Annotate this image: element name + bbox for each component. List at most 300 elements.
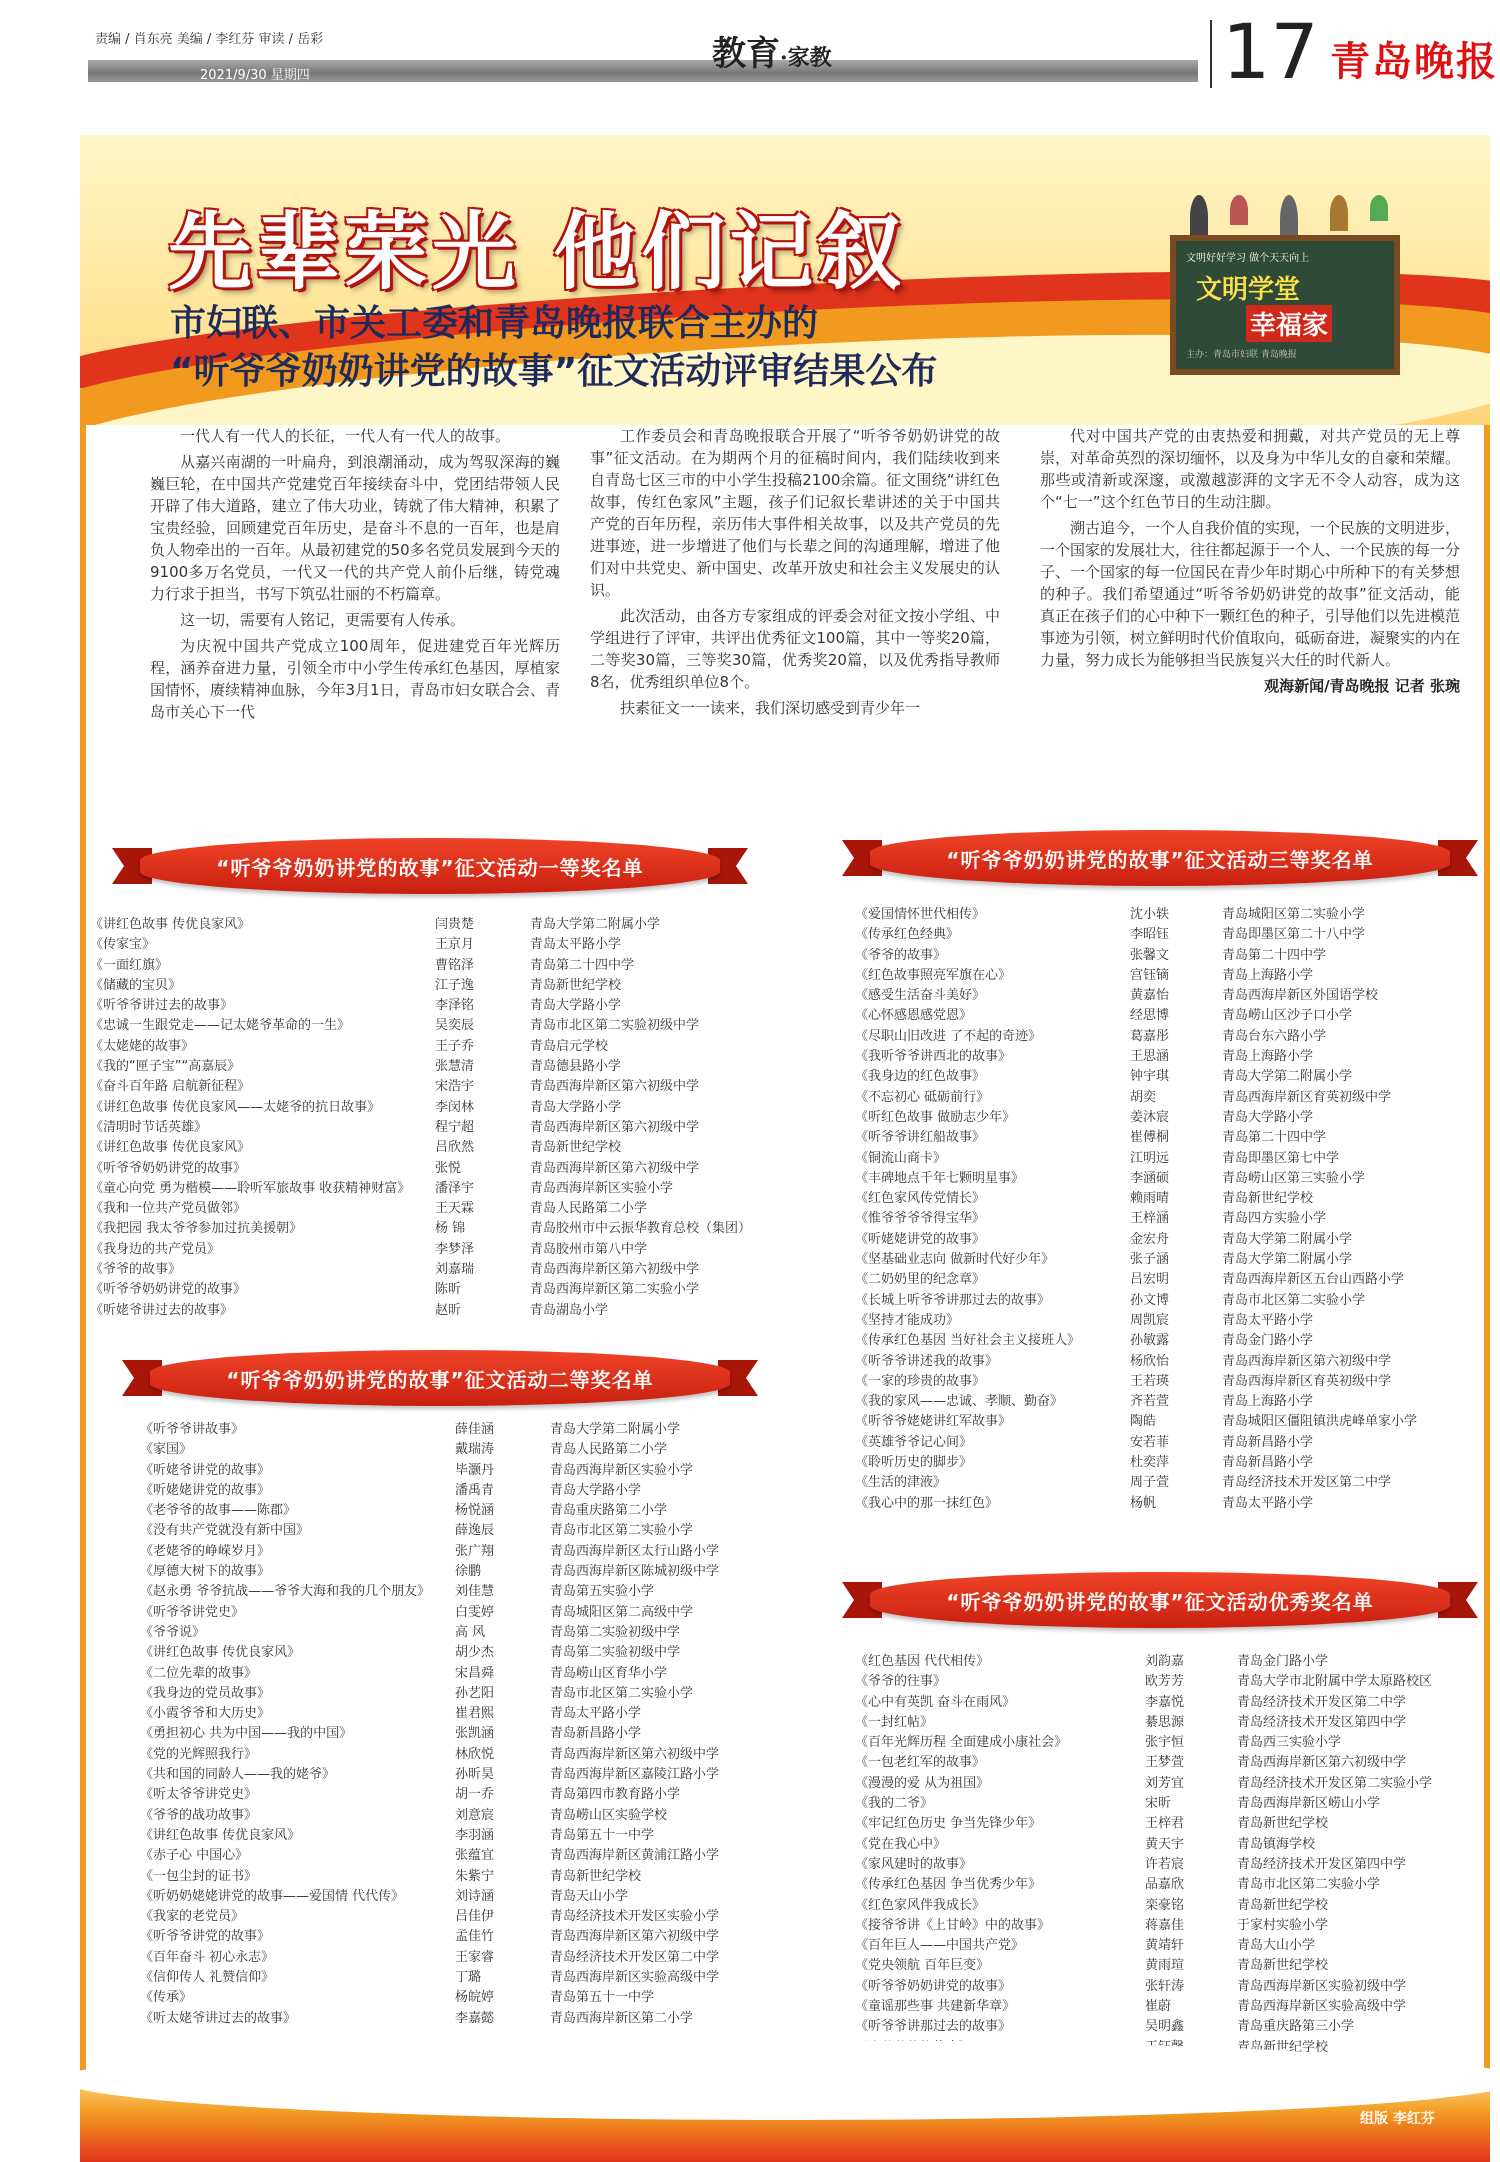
entry-title: 《讲红色故事 传优良家风》 (90, 917, 251, 932)
entry-title: 《惟爷爷爷爷得宝华》 (855, 1211, 986, 1227)
entry-title: 《讲红色故事 传优良家风——太姥爷的抗日故事》 (90, 1099, 381, 1115)
school-name: 青岛崂山区第三实验小学 (1222, 1170, 1366, 1186)
student-name: 白雯婷 (455, 1604, 495, 1620)
entry-title: 《太姥姥的故事》 (90, 1038, 195, 1054)
school-name: 青岛西海岸新区第六初级中学 (530, 1079, 700, 1095)
table-row (855, 1753, 1500, 1773)
school-name: 青岛四方实验小学 (1222, 1211, 1327, 1227)
student-name: 沈小轶 (1130, 907, 1170, 922)
table-row (855, 1027, 1492, 1047)
entry-title: 《讲红色故事 传优良家风》 (140, 1645, 301, 1661)
entry-title: 《红色基因 代代相传》 (855, 1654, 990, 1669)
table-row (140, 1562, 830, 1582)
entry-title: 《储藏的宝贝》 (90, 977, 182, 993)
second-prize-list (140, 1420, 830, 2029)
entry-title: 《赵永勇 爷爷抗战——爷爷大海和我的几个朋友》 (140, 1584, 431, 1600)
student-name: 李昭钰 (1130, 927, 1170, 943)
student-name: 宋昕 (1145, 1796, 1172, 1812)
table-row (855, 1473, 1492, 1493)
entry-title: 《我的二爷》 (855, 1796, 934, 1812)
article-paragraph: 溯古追今，一个人自我价值的实现，一个民族的文明进步，一个国家的发展壮大，往往都起源于一个人、一个民族的每一分子、一个国家的每一位国民在青少年时期心中所种下的有关梦想的种子。我们希望通过“听爷爷奶奶讲党的故事”征文活动，能真正在孩子们的心中种下一颗红色的种子，引导他们以先进模范事迹为引领，树立鲜明时代价值取向，砥砺奋进，凝聚实的内在力量，努力成长为能够担当民族复兴大任的时代新人。 (1040, 519, 1461, 669)
entry-title: 《二奶奶里的纪念章》 (855, 1272, 986, 1288)
school-name: 青岛经济技术开发区第二中学 (550, 1949, 720, 1965)
student-name: 王思涵 (1130, 1049, 1170, 1065)
table-row (855, 905, 1492, 925)
student-name: 宫钰镝 (1130, 967, 1170, 983)
student-name: 黄嘉怡 (1130, 988, 1170, 1004)
entry-title: 《爷爷的故事》 (855, 947, 947, 963)
table-row (140, 1684, 830, 1704)
table-row (140, 1420, 830, 1440)
entry-title: 《我心中的那一抹红色》 (855, 1495, 999, 1511)
student-name: 张轩涛 (1145, 1978, 1185, 1994)
footer-wave (60, 2040, 1500, 2120)
table-row (855, 1652, 1500, 1672)
school-name: 青岛西海岸新区实验小学 (530, 1180, 674, 1196)
school-name: 青岛西三实验小学 (1237, 1735, 1342, 1751)
table-row (140, 1826, 830, 1846)
entry-title: 《心怀感恩感党恩》 (855, 1008, 973, 1024)
student-name: 杜奕萍 (1130, 1455, 1170, 1471)
school-name: 青岛大学第二附属小学 (550, 1422, 681, 1437)
school-name: 青岛台东六路小学 (1222, 1028, 1327, 1044)
column-logo-board (1170, 195, 1400, 375)
first-prize-list (90, 915, 830, 1321)
third-prize-title: “听爷爷奶奶讲党的故事”征文活动三等奖名单 (946, 848, 1374, 872)
entry-title: 《我家的老党员》 (140, 1909, 245, 1925)
left-border-strip (80, 425, 86, 2080)
school-name: 青岛西海岸新区实验小学 (550, 1462, 694, 1478)
student-name: 高 风 (455, 1624, 486, 1640)
board-title-1: 文明学堂 (1196, 275, 1301, 305)
student-name: 胡一乔 (455, 1787, 495, 1803)
school-name: 青岛西海岸新区实验高级中学 (1237, 1999, 1407, 2015)
entry-title: 《老爷爷的故事——陈郡》 (140, 1503, 297, 1519)
table-row (855, 1331, 1492, 1351)
table-row (855, 1936, 1500, 1956)
table-row (140, 1806, 830, 1826)
school-name: 青岛天山小学 (550, 1888, 629, 1904)
entry-title: 《讲红色故事 传优良家风》 (140, 1827, 301, 1843)
entry-title: 《厚德大树下的故事》 (140, 1564, 271, 1580)
school-name: 青岛经济技术开发区第二中学 (1237, 1694, 1407, 1710)
table-row (140, 1887, 830, 1907)
student-name: 黄天宇 (1145, 1836, 1185, 1852)
table-row (140, 1988, 830, 2008)
student-name: 薛佳涵 (455, 1422, 495, 1437)
student-name: 闫贵楚 (435, 917, 475, 932)
table-row (90, 976, 830, 996)
school-name: 青岛城阳区第二高级中学 (550, 1604, 694, 1620)
student-name: 孟佳竹 (455, 1929, 495, 1945)
table-row (140, 1968, 830, 1988)
entry-title: 《听爷爷讲党史》 (140, 1604, 245, 1620)
table-row (855, 1733, 1500, 1753)
student-name: 丁璐 (455, 1970, 482, 1986)
article-paragraph: 一代人有一代人的长征，一代人有一代人的故事。 (180, 427, 511, 445)
table-row (140, 1724, 830, 1744)
table-row (90, 1098, 830, 1118)
student-name: 崔傅桐 (1130, 1130, 1170, 1146)
table-row (855, 1916, 1500, 1936)
student-name: 綦思源 (1145, 1714, 1185, 1730)
subtitle-line1: 市妇联、市关工委和青岛晚报联合主办的 (170, 303, 819, 344)
table-row (140, 1867, 830, 1887)
entry-title: 《传承》 (140, 1990, 193, 2006)
entry-title: 《我的家风——忠诚、孝顺、勤奋》 (855, 1394, 1064, 1410)
student-name: 毕灏丹 (455, 1462, 495, 1478)
student-name: 戴瑞涛 (455, 1442, 495, 1458)
school-name: 青岛崂山区实验学校 (550, 1807, 668, 1823)
table-row (140, 1643, 830, 1663)
table-row (140, 1521, 830, 1541)
school-name: 青岛新昌路小学 (550, 1726, 642, 1742)
school-name: 青岛太平路小学 (530, 937, 622, 953)
table-row (855, 1794, 1500, 1814)
section-main: 教育 (712, 34, 780, 74)
table-row (855, 1270, 1492, 1290)
table-row (855, 1997, 1500, 2017)
entry-title: 《没有共产党就没有新中国》 (140, 1523, 310, 1539)
table-row (855, 1412, 1492, 1432)
school-name: 青岛经济技术开发区第四中学 (1237, 1856, 1407, 1872)
table-row (90, 1118, 830, 1138)
entry-title: 《听爷爷讲述我的故事》 (855, 1353, 999, 1369)
article-paragraph: 为庆祝中国共产党成立100周年，促进建党百年光辉历程，涵养奋进力量，引领全市中小学生传承红色基因，厚植家国情怀，赓续精神血脉，今年3月1日，青岛市妇女联合会、青岛市关心下一代 (150, 637, 560, 721)
student-name: 程宁超 (435, 1119, 475, 1135)
table-row (855, 1250, 1492, 1270)
school-name: 青岛经济技术开发区第二中学 (1222, 1475, 1392, 1491)
school-name: 青岛城阳区僵阻镇洪虎峰单家小学 (1222, 1414, 1418, 1430)
school-name: 青岛西海岸新区第六初级中学 (530, 1160, 700, 1176)
school-name: 青岛新昌路小学 (1222, 1434, 1314, 1450)
table-row (855, 1189, 1492, 1209)
student-name: 李闵林 (435, 1099, 475, 1115)
entry-title: 《听姥爷讲党的故事》 (140, 1462, 271, 1478)
student-name: 张馨文 (1130, 947, 1170, 963)
school-name: 青岛上海路小学 (1222, 1049, 1314, 1065)
table-row (90, 996, 830, 1016)
school-name: 青岛第五实验小学 (550, 1584, 655, 1600)
entry-title: 《我身边的党员故事》 (140, 1685, 271, 1701)
student-name: 张凯涵 (455, 1726, 495, 1742)
table-row (90, 1280, 830, 1300)
main-title: 先辈荣光 他们记叙 (168, 202, 906, 301)
board-organizer: 主办：青岛市妇联 青岛晚报 (1186, 350, 1297, 360)
table-row (140, 2009, 830, 2029)
student-name: 刘芳宜 (1145, 1775, 1185, 1791)
school-name: 青岛第五十一中学 (550, 1827, 655, 1843)
school-name: 青岛新世纪学校 (1237, 1958, 1329, 1974)
entry-title: 《牢记红色历史 争当先锋少年》 (855, 1816, 1042, 1832)
student-name: 李嘉悦 (1145, 1694, 1185, 1710)
entry-title: 《小霞爷爷和大历史》 (140, 1706, 271, 1722)
entry-title: 《党央领航 百年巨变》 (855, 1958, 990, 1974)
student-name: 胡奕 (1130, 1089, 1157, 1105)
table-row (140, 1785, 830, 1805)
table-row (855, 1311, 1492, 1331)
school-name: 青岛太平路小学 (1222, 1312, 1314, 1328)
school-name: 青岛市北区第二实验小学 (550, 1523, 694, 1539)
table-row (855, 1392, 1492, 1412)
entry-title: 《不忘初心 砥砺前行》 (855, 1089, 990, 1105)
student-name: 张子涵 (1130, 1252, 1170, 1268)
table-row (855, 1774, 1500, 1794)
school-name: 青岛第二实验初级中学 (550, 1645, 681, 1661)
excellent-prize-list (855, 1652, 1500, 2058)
school-name: 青岛西海岸新区崂山小学 (1237, 1796, 1381, 1812)
entry-title: 《坚持才能成功》 (855, 1312, 960, 1328)
header-divider (1210, 20, 1212, 88)
entry-title: 《爷爷的往事》 (855, 1674, 947, 1690)
school-name: 青岛大学第二附属小学 (1222, 1069, 1353, 1085)
footer-band (80, 2080, 1490, 2162)
school-name: 青岛西海岸新区第六初级中学 (1222, 1353, 1392, 1369)
school-name: 青岛新世纪学校 (530, 977, 622, 993)
table-row (140, 1907, 830, 1927)
student-name: 江子逸 (435, 977, 475, 993)
entry-title: 《百年巨人——中国共产党》 (855, 1938, 1025, 1954)
entry-title: 《尽职山旧改进 了不起的奇迹》 (855, 1028, 1042, 1044)
school-name: 青岛第四市教育路小学 (550, 1787, 681, 1803)
article-paragraph: 此次活动，由各方专家组成的评委会对征文按小学组、中学组进行了评审，共评出优秀征文100篇，其中一等奖20篇，二等奖30篇，三等奖30篇，优秀奖20篇，以及优秀指导教师8名，优秀组织单位8个。 (590, 607, 1000, 691)
entry-title: 《聆听历史的脚步》 (855, 1455, 973, 1471)
table-row (855, 925, 1492, 945)
school-name: 青岛西海岸新区第二实验小学 (530, 1282, 700, 1298)
entry-title: 《听爷爷奶奶讲党的故事》 (855, 1978, 1012, 1994)
table-row (855, 1896, 1500, 1916)
entry-title: 《听爷爷讲故事》 (140, 1422, 245, 1437)
student-name: 杨帆 (1130, 1495, 1157, 1511)
title-banner (80, 135, 1490, 425)
table-row (90, 956, 830, 976)
school-name: 青岛经济技术开发区第二实验小学 (1237, 1775, 1433, 1791)
student-name: 徐鹏 (455, 1564, 482, 1580)
school-name: 青岛太平路小学 (1222, 1495, 1314, 1511)
student-name: 吕欣然 (435, 1140, 475, 1156)
student-name: 宋浩宇 (435, 1079, 475, 1095)
entry-title: 《赤子心 中国心》 (140, 1848, 249, 1864)
entry-title: 《奋斗百年路 启航新征程》 (90, 1079, 251, 1095)
student-name: 葛嘉彤 (1130, 1028, 1170, 1044)
table-row (140, 1440, 830, 1460)
school-name: 青岛大学路小学 (550, 1482, 642, 1498)
student-name: 曹铭泽 (435, 957, 475, 973)
table-row (90, 1219, 830, 1239)
school-name: 青岛第五十一中学 (550, 1990, 655, 2006)
school-name: 青岛经济技术开发区实验小学 (550, 1909, 720, 1925)
entry-title: 《听爷爷奶奶讲党的故事》 (90, 1282, 247, 1298)
entry-title: 《爱国情怀世代相传》 (855, 907, 986, 922)
school-name: 青岛大学路小学 (1222, 1109, 1314, 1125)
entry-title: 《心中有英凯 奋斗在雨风》 (855, 1694, 1016, 1710)
excellent-prize-banner (870, 1572, 1450, 1628)
entry-title: 《听爷爷奶奶讲党的故事》 (90, 1160, 247, 1176)
student-name: 王梓涵 (1130, 1211, 1170, 1227)
student-name: 刘韵嘉 (1145, 1654, 1185, 1669)
student-name: 江明远 (1130, 1150, 1170, 1166)
entry-title: 《丰碑地点千年七颗明星事》 (855, 1170, 1025, 1186)
school-name: 青岛经济技术开发区第四中学 (1237, 1714, 1407, 1730)
table-row (90, 1057, 830, 1077)
entry-title: 《一家的珍贵的故事》 (855, 1373, 986, 1389)
table-row (90, 915, 830, 935)
student-name: 刘意宸 (455, 1807, 495, 1823)
school-name: 青岛第二十四中学 (1222, 1130, 1327, 1146)
student-name: 周子萱 (1130, 1475, 1170, 1491)
entry-title: 《红色家风伴我成长》 (855, 1897, 986, 1913)
student-name: 李嘉懿 (455, 2010, 495, 2026)
subtitle-line2: “听爷爷奶奶讲党的故事”征文活动评审结果公布 (170, 351, 938, 392)
student-name: 安若菲 (1130, 1434, 1170, 1450)
table-row (855, 1209, 1492, 1229)
student-name: 金宏舟 (1130, 1231, 1170, 1247)
student-name: 潘禹青 (455, 1482, 495, 1498)
student-name: 陈昕 (435, 1282, 462, 1298)
table-row (140, 1542, 830, 1562)
school-name: 青岛新世纪学校 (1237, 1897, 1329, 1913)
table-row (855, 966, 1492, 986)
student-name: 王子乔 (435, 1038, 475, 1054)
table-row (855, 1352, 1492, 1372)
student-name: 王京月 (435, 937, 475, 953)
school-name: 青岛新昌路小学 (1222, 1455, 1314, 1471)
entry-title: 《清明时节话英雄》 (90, 1119, 208, 1135)
entry-title: 《听奶奶姥姥讲党的故事——爱国情 代代传》 (140, 1888, 405, 1904)
student-name: 宋昌舜 (455, 1665, 495, 1681)
student-name: 崔蔚 (1145, 1999, 1172, 2015)
table-row (855, 1956, 1500, 1976)
entry-title: 《红色故事照亮军旗在心》 (855, 967, 1012, 983)
school-name: 青岛德县路小学 (530, 1059, 622, 1075)
school-name: 青岛胶州市中云振华教育总校（集团） (530, 1221, 752, 1237)
student-name: 黄雨瑄 (1145, 1958, 1185, 1974)
entry-title: 《一包老红军的故事》 (855, 1755, 986, 1771)
entry-title: 《讲红色故事 传优良家风》 (90, 1140, 251, 1156)
school-name: 青岛湖岛小学 (530, 1302, 609, 1318)
student-name: 张宇恒 (1145, 1735, 1185, 1751)
student-name: 朱紫宁 (455, 1868, 495, 1884)
newspaper-logo: 青岛晚报 (1330, 38, 1498, 85)
table-row (855, 1672, 1500, 1692)
student-name: 杨欣怡 (1130, 1353, 1170, 1369)
table-row (90, 935, 830, 955)
entry-title: 《听爷爷姥姥讲红军故事》 (855, 1414, 1012, 1430)
school-name: 青岛人民路第二小学 (550, 1442, 668, 1458)
entry-title: 《听红色故事 做励志少年》 (855, 1109, 1016, 1125)
table-row (90, 1159, 830, 1179)
student-name: 刘嘉瑞 (435, 1262, 475, 1278)
table-row (140, 1704, 830, 1724)
entry-title: 《感受生活奋斗美好》 (855, 988, 986, 1004)
entry-title: 《听太姥爷讲过去的故事》 (140, 2010, 297, 2026)
entry-title: 《一面红旗》 (90, 957, 169, 973)
section-sub: ·家教 (780, 45, 832, 71)
student-name: 吕佳伊 (455, 1909, 495, 1925)
student-name: 孙昕昊 (455, 1767, 495, 1783)
school-name: 青岛西海岸新区第六初级中学 (550, 1929, 720, 1945)
student-name: 姜沐宸 (1130, 1109, 1170, 1125)
table-row (90, 1077, 830, 1097)
entry-title: 《传承红色基因 争当优秀少年》 (855, 1877, 1042, 1893)
entry-title: 《我身边的红色故事》 (855, 1069, 986, 1085)
article-paragraph: 工作委员会和青岛晚报联合开展了“听爷爷奶奶讲党的故事”征文活动。在为期两个月的征稿时间内，我们陆续收到来自青岛七区三市的中小学生投稿2100余篇。征文围绕“讲红色故事，传红色家风”主题，孩子们记叙长辈讲述的关于中国共产党的百年历程，亲历伟大事件相关故事，以及共产党员的先进事迹，进一步增进了他们与长辈之间的沟通理解，增进了他们对中共党史、新中国史、改革开放史和社会主义发展史的认识。 (590, 427, 1000, 599)
header-date: 2021/9/30 星期四 (200, 68, 310, 83)
student-name: 品嘉欣 (1145, 1877, 1185, 1893)
table-row (855, 1067, 1492, 1087)
school-name: 青岛西海岸新区实验初级中学 (1237, 1978, 1407, 1994)
school-name: 青岛西海岸新区嘉陵江路小学 (550, 1767, 720, 1783)
school-name: 青岛新世纪学校 (550, 1868, 642, 1884)
school-name: 青岛西海岸新区育英初级中学 (1222, 1373, 1392, 1389)
entry-title: 《勇担初心 共为中国——我的中国》 (140, 1726, 353, 1742)
entry-title: 《党在我心中》 (855, 1836, 947, 1852)
entry-title: 《传承红色经典》 (855, 927, 960, 943)
second-prize-banner (150, 1350, 730, 1406)
school-name: 青岛西海岸新区实验高级中学 (550, 1970, 720, 1986)
entry-title: 《我身边的共产党员》 (90, 1241, 221, 1257)
entry-title: 《老姥爷的峥嵘岁月》 (140, 1543, 271, 1559)
section-name (712, 26, 832, 75)
school-name: 青岛上海路小学 (1222, 967, 1314, 983)
entry-title: 《家风建时的故事》 (855, 1856, 973, 1872)
school-name: 青岛西海岸新区第二小学 (550, 2010, 694, 2026)
table-row (855, 1875, 1500, 1895)
table-row (855, 2017, 1500, 2037)
student-name: 黄靖轩 (1145, 1938, 1185, 1954)
student-name: 张慧清 (435, 1059, 475, 1075)
student-name: 孙文博 (1130, 1292, 1170, 1308)
entry-title: 《党的光辉照我行》 (140, 1746, 258, 1762)
first-prize-title: “听爷爷奶奶讲党的故事”征文活动一等奖名单 (216, 856, 644, 880)
entry-title: 《红色家风传党情长》 (855, 1191, 986, 1207)
second-prize-title: “听爷爷奶奶讲党的故事”征文活动二等奖名单 (226, 1368, 654, 1392)
school-name: 于家村实验小学 (1237, 1917, 1329, 1933)
tower-icon (1370, 195, 1388, 221)
article-column-1 (150, 425, 560, 727)
school-name: 青岛即墨区第七中学 (1222, 1150, 1340, 1166)
student-name: 赖雨晴 (1130, 1191, 1170, 1207)
student-name: 薛逸辰 (455, 1523, 495, 1539)
entry-title: 《听姥爷讲过去的故事》 (90, 1302, 234, 1318)
table-row (90, 1037, 830, 1057)
entry-title: 《共和国的同龄人——我的姥爷》 (140, 1767, 336, 1783)
student-name: 李涵硕 (1130, 1170, 1170, 1186)
entry-title: 《听爷爷讲党的故事》 (140, 1929, 271, 1945)
table-row (855, 1047, 1492, 1067)
student-name: 赵昕 (435, 1302, 462, 1318)
school-name: 青岛重庆路第二小学 (550, 1503, 668, 1519)
student-name: 张悦 (435, 1160, 462, 1176)
school-name: 青岛第二十四中学 (530, 957, 635, 973)
school-name: 青岛西海岸新区第六初级中学 (530, 1119, 700, 1135)
entry-title: 《童心向党 勇为楷模——聆听军旅故事 收获精神财富》 (90, 1180, 411, 1196)
school-name: 青岛西海岸新区黄浦江路小学 (550, 1848, 720, 1864)
entry-title: 《爷爷的战功故事》 (140, 1807, 258, 1823)
table-row (140, 1582, 830, 1602)
school-name: 青岛新世纪学校 (1222, 1191, 1314, 1207)
entry-title: 《童谣那些事 共建新华章》 (855, 1999, 1016, 2015)
third-prize-banner (870, 830, 1450, 886)
student-name: 李泽铭 (435, 998, 475, 1014)
entry-title: 《信仰传人 礼赞信仰》 (140, 1970, 275, 1986)
table-row (90, 1260, 830, 1280)
entry-title: 《一封红帖》 (855, 1714, 934, 1730)
student-name: 刘诗涵 (455, 1888, 495, 1904)
school-name: 青岛重庆路第三小学 (1237, 2019, 1355, 2035)
table-row (855, 946, 1492, 966)
article-column-3 (1040, 425, 1460, 697)
